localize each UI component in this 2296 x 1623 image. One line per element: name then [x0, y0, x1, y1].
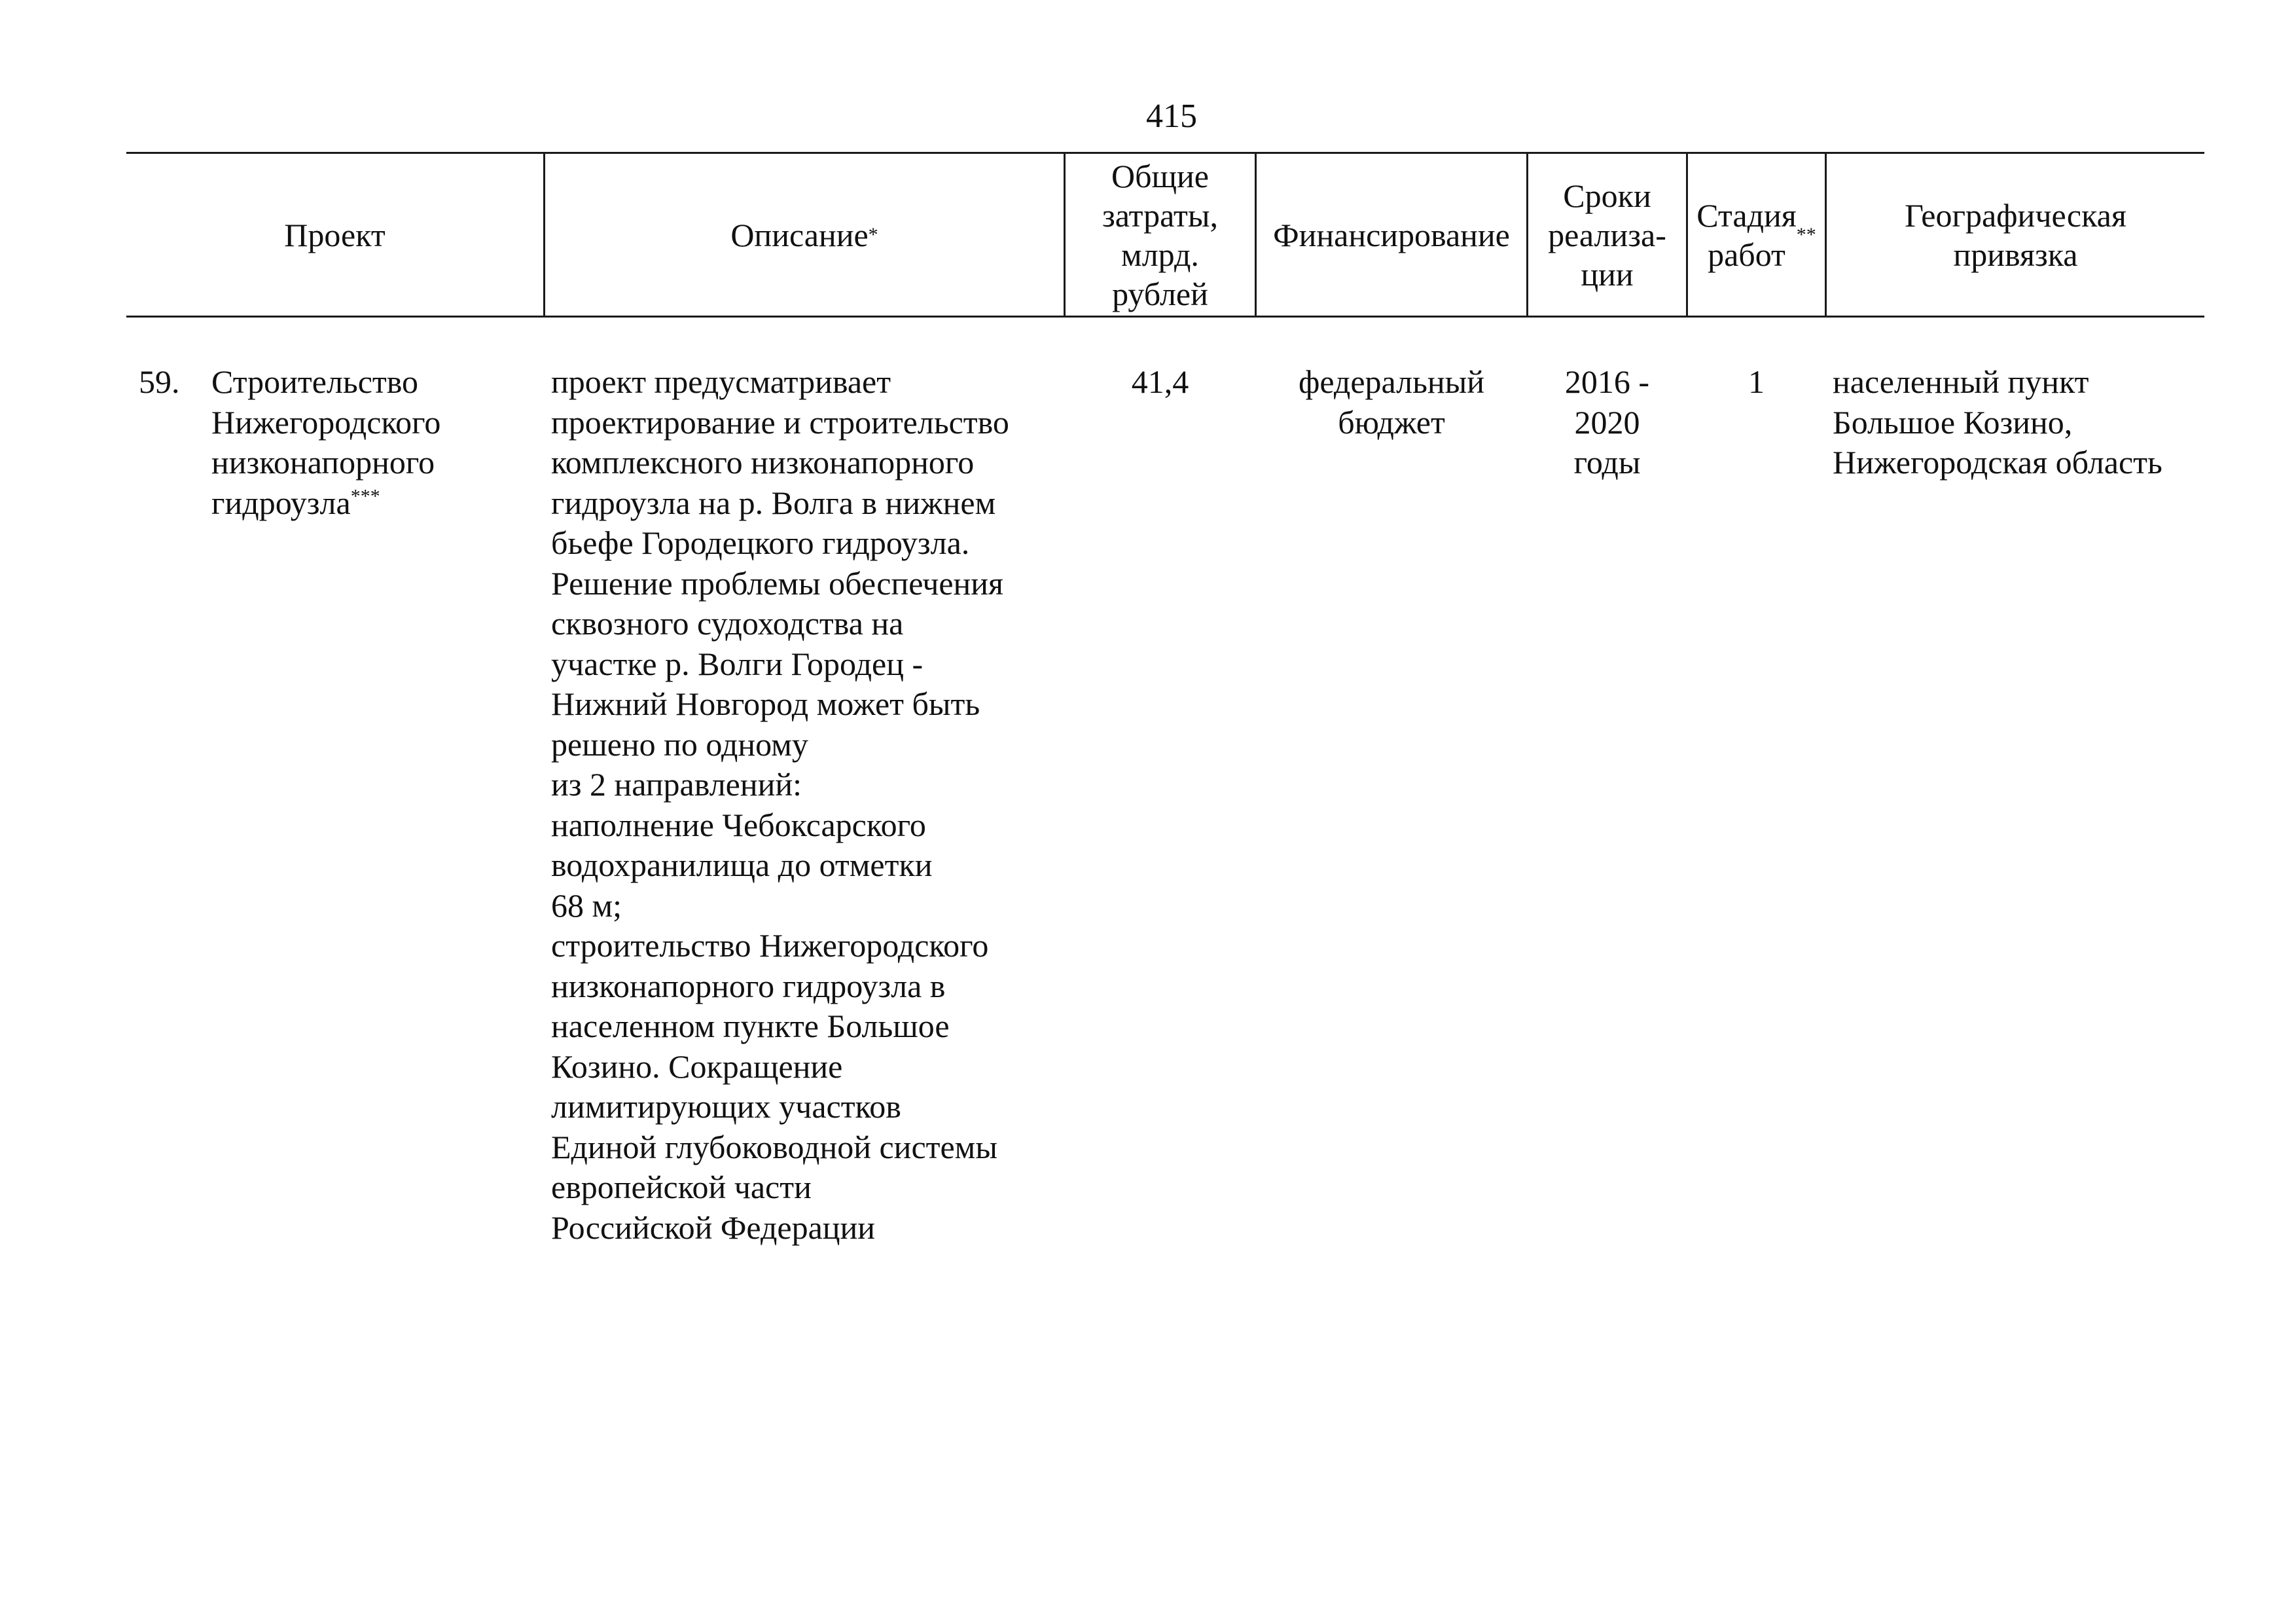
row-geo: населенный пункт Большое Козино, Нижегородская область	[1833, 363, 2162, 481]
row-project-text: Строительство Нижегородского низконапорного гидроузла	[211, 363, 441, 521]
header-geo-label: Географическая привязка	[1905, 196, 2126, 273]
header-description-label: Описание	[730, 216, 869, 253]
table-header-bottom-rule	[126, 316, 2204, 318]
header-timeline	[1528, 154, 1686, 316]
header-total-cost	[1066, 154, 1255, 316]
row-timeline: 2016 - 2020 годы	[1564, 363, 1650, 481]
page-number: 415	[1146, 98, 1197, 135]
header-financing-label: Финансирование	[1273, 216, 1510, 253]
row-project-footnote-mark: ***	[350, 484, 380, 507]
header-project	[126, 154, 543, 316]
row-number: 59.	[139, 363, 180, 400]
row-financing: федеральный бюджет	[1298, 363, 1485, 441]
header-stage: Стадия работ **	[1696, 196, 1816, 273]
header-timeline-label: Сроки реализа- ции	[1548, 177, 1666, 293]
row-description: проект предусматривает проектирование и строительство комплексного низконапорного гидроузла на р. Волга в нижнем бьефе Городецкого гидроузла. Решение проблемы обеспечения сквозного судоходства на участке р. Волги Городец - Нижний Новгород может быть решено по одному из 2 направлений: наполнение Чебоксарского водохранилища до отметки 68 м; строительство Нижегородского низконапорного гидроузла в населенном пункте Большое Козино. Сокращение лимитирующих участков Единой глубоководной системы европейской части Российской Федерации	[551, 363, 1009, 1246]
row-project	[211, 362, 539, 523]
header-stage-label: Стадия работ	[1696, 196, 1797, 273]
header-financing	[1257, 154, 1526, 316]
row-stage: 1	[1748, 363, 1765, 400]
header-geo	[1827, 154, 2204, 316]
header-description: Описание *	[730, 216, 878, 253]
header-project-label: Проект	[284, 216, 386, 253]
row-total-cost: 41,4	[1131, 363, 1189, 400]
header-total-cost-label: Общие затраты, млрд. рублей	[1102, 157, 1218, 312]
